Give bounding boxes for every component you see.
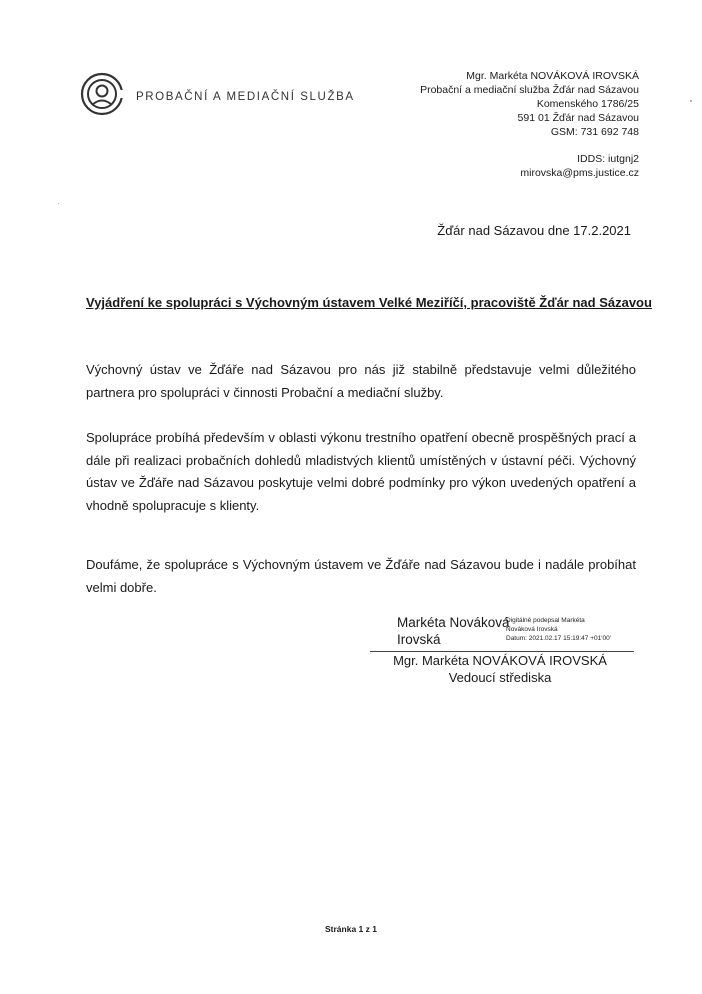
org-name: PROBAČNÍ A MEDIAČNÍ SLUŽBA: [136, 91, 355, 103]
scan-speck: [690, 100, 692, 102]
signatory-name: Mgr. Markéta NOVÁKOVÁ IROVSKÁ: [393, 653, 607, 668]
signatory-title: Vedoucí střediska: [448, 670, 552, 685]
sender-address-block: [420, 69, 639, 180]
page-number: Stránka 1 z 1: [325, 924, 377, 934]
org-logo-icon: [80, 72, 124, 116]
document-subject: Vyjádření ke spolupráci s Výchovným ústavem Velké Meziříčí, pracoviště Žďár nad Sázavou: [86, 295, 652, 310]
digital-signature-date: Datum: 2021.02.17 15:19:47 +01'00': [506, 635, 611, 642]
sender-idds: IDDS: iutgnj2: [577, 153, 639, 165]
digital-signature-line2: Nováková Irovská: [506, 626, 558, 633]
sender-street: Komenského 1786/25: [536, 98, 639, 110]
scan-speck: [58, 203, 59, 204]
paragraph-cooperation: Spolupráce probíhá především v oblasti výkonu trestního opatření obecně prospěšných prací a dále při realizaci probačních dohledů mladistvých klientů umístěných v ústavní péči. Výchovný ústav ve Žďáře nad Sázavou poskytuje velmi dobré podmínky pro výkon uvedených opatření a vhodně spolupracuje s klienty.: [86, 430, 636, 513]
paragraph-closing: Doufáme, že spolupráce s Výchovným ústavem ve Žďáře nad Sázavou bude i nadále probíhat velmi dobře.: [86, 557, 636, 595]
sender-gsm: GSM: 731 692 748: [550, 126, 639, 138]
signature-name-line2: Irovská: [397, 632, 441, 647]
document-date: Žďár nad Sázavou dne 17.2.2021: [437, 223, 631, 238]
sender-name: Mgr. Markéta NOVÁKOVÁ IROVSKÁ: [466, 70, 639, 82]
sender-email: mirovska@pms.justice.cz: [520, 167, 639, 179]
signature-block: [380, 652, 620, 686]
signature-name-line1: Markéta Nováková: [397, 615, 510, 630]
digital-signature-line1: Digitálně podepsal Markéta: [506, 617, 585, 624]
paragraph-partnership: Výchovný ústav ve Žďáře nad Sázavou pro nás již stabilně představuje velmi důležitého partnera pro spolupráci v činnosti Probační a mediační služby.: [86, 362, 636, 400]
sender-city: 591 01 Žďár nad Sázavou: [517, 112, 639, 124]
digital-signature-info: [506, 616, 611, 643]
signature-name: [397, 614, 517, 648]
sender-organization: Probační a mediační služba Žďár nad Sázavou: [420, 84, 639, 96]
